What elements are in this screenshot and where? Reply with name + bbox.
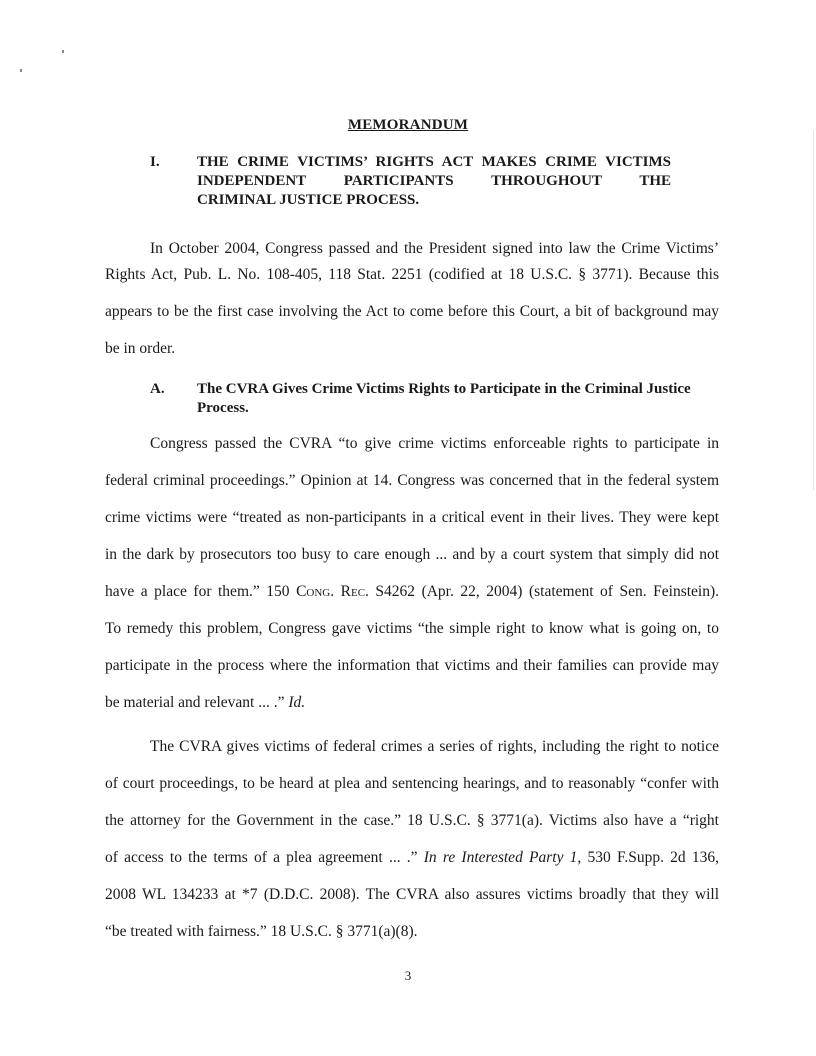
paragraph-line: To remedy this problem, Congress gave victims “the simple right to know what is going on, to — [105, 620, 719, 637]
paragraph-line — [105, 582, 719, 602]
paragraph-line: The CVRA gives victims of federal crimes a series of rights, including the right to notice — [150, 738, 719, 755]
paragraph-line — [105, 848, 719, 868]
paragraph-line: be in order. — [105, 340, 176, 357]
text-run: S4262 (Apr. 22, 2004) (statement of Sen. Feinstein). — [368, 583, 720, 600]
paragraph-line: “be treated with fairness.” 18 U.S.C. § 3771(a)(8). — [105, 923, 418, 940]
section-heading-line: INDEPENDENT PARTICIPANTS THROUGHOUT THE — [197, 173, 671, 189]
scan-artifact — [62, 50, 64, 53]
section-heading-line: THE CRIME VICTIMS’ RIGHTS ACT MAKES CRIME VICTIMS — [197, 154, 671, 170]
section-heading-line: CRIMINAL JUSTICE PROCESS. — [197, 192, 420, 208]
paragraph-line: 2008 WL 134233 at *7 (D.D.C. 2008). The CVRA also assures victims broadly that they will — [105, 886, 719, 903]
paragraph-line: participate in the process where the information that victims and their families can provide may — [105, 657, 719, 674]
case-name: In re Interested Party 1 — [423, 849, 578, 866]
paragraph-line: appears to be the first case involving the Act to come before this Court, a bit of background may — [105, 303, 719, 320]
paragraph-line: federal criminal proceedings.” Opinion at 14. Congress was concerned that in the federal system — [105, 472, 719, 489]
scan-edge-shadow — [813, 130, 814, 490]
text-run: be material and relevant ... .” — [105, 694, 289, 711]
citation-id: Id. — [288, 694, 306, 711]
paragraph-line — [105, 693, 719, 713]
text-run: have a place for them.” 150 — [105, 583, 297, 600]
text-run: , 530 F.Supp. 2d 136, — [577, 849, 720, 866]
paragraph-line: crime victims were “treated as non-participants in a critical event in their lives. They were kept — [105, 509, 719, 526]
document-title: MEMORANDUM — [347, 117, 469, 133]
section-number: I. — [150, 154, 160, 170]
subsection-heading-line: Process. — [197, 400, 249, 416]
text-run: of access to the terms of a plea agreement ... .” — [105, 849, 424, 866]
subsection-heading-line: The CVRA Gives Crime Victims Rights to Participate in the Criminal Justice — [197, 381, 691, 397]
subsection-heading — [197, 380, 717, 418]
paragraph-line: Rights Act, Pub. L. No. 108-405, 118 Stat. 2251 (codified at 18 U.S.C. § 3771). Because this — [105, 266, 719, 283]
paragraph-line: of court proceedings, to be heard at plea and sentencing hearings, and to reasonably “confer with — [105, 775, 719, 792]
paragraph-line: in the dark by prosecutors too busy to care enough ... and by a court system that simply did not — [105, 546, 719, 563]
paragraph-line: In October 2004, Congress passed and the President signed into law the Crime Victims’ — [150, 240, 719, 257]
scan-artifact — [20, 69, 22, 72]
subsection-number: A. — [150, 381, 165, 397]
paragraph-line: Congress passed the CVRA “to give crime victims enforceable rights to participate in — [150, 435, 719, 452]
section-heading — [197, 153, 671, 210]
page-number: 3 — [404, 968, 412, 983]
paragraph-line: the attorney for the Government in the case.” 18 U.S.C. § 3771(a). Victims also have a “right — [105, 812, 719, 829]
reporter-abbreviation: Cong. Rec. — [296, 583, 369, 600]
